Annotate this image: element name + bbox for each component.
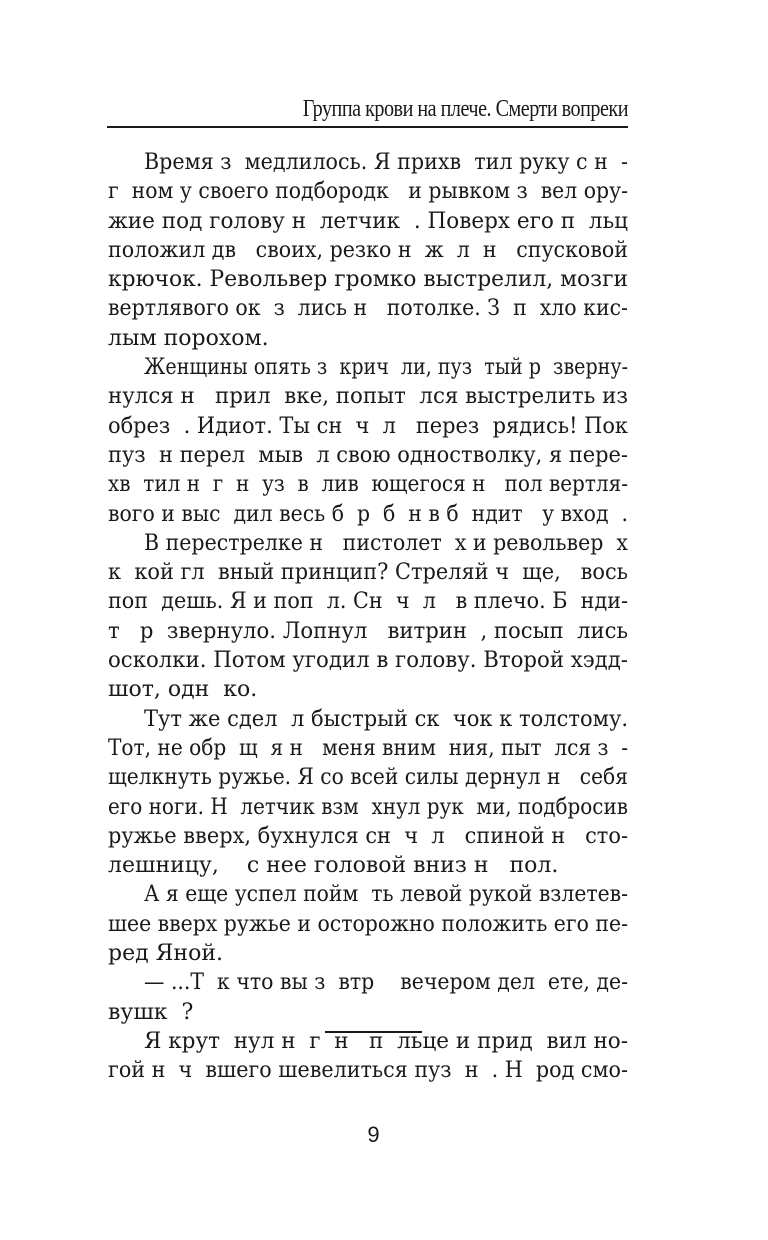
text-line: [108, 880, 628, 909]
text-line: [108, 353, 628, 382]
text-line: [108, 617, 628, 646]
text-line-content: жие под голову н летчик . Поверх его п льц: [108, 208, 629, 234]
text-line: [108, 529, 628, 558]
text-line-content: гой н ч вшего шевелиться пуз н . Н род смо-: [108, 1058, 628, 1084]
text-line: [108, 324, 628, 353]
text-line: [108, 558, 628, 587]
text-line: [108, 822, 628, 851]
text-line-content: ружье вверх, бухнулся сн ч л спиной н сто-: [108, 823, 629, 849]
text-line: [108, 382, 628, 411]
text-line: [108, 294, 628, 323]
text-line: [108, 265, 628, 294]
text-line-content: Тот, не обр щ я н меня вним ния, пыт лся з -: [108, 735, 628, 761]
running-head: Группа крови на плече. Смерти вопреки: [302, 96, 628, 122]
text-line: [108, 734, 628, 763]
text-line: [108, 968, 628, 997]
text-line-content: шее вверх ружье и осторожно положить его пе-: [108, 911, 628, 937]
text-line-content: вушк ?: [108, 999, 194, 1025]
footer-rule: [325, 1031, 422, 1033]
text-line: [108, 1056, 628, 1085]
text-line-content: ред Яной.: [108, 941, 223, 967]
text-line: [108, 587, 628, 616]
text-line: [108, 793, 628, 822]
text-line-content: Время з медлилось. Я прихв тил руку с н -: [144, 150, 629, 175]
text-line: [108, 998, 628, 1027]
text-line-content: к кой гл вный принцип? Стреляй ч ще, вось: [108, 560, 629, 586]
text-line: [108, 763, 628, 792]
text-line-content: обрез . Идиот. Ты сн ч л перез рядись! Пок: [108, 413, 628, 439]
text-line-content: Женщины опять з крич ли, пуз тый р зверну-: [144, 355, 629, 381]
text-line-content: хв тил н г н уз в лив ющегося н пол вертля-: [108, 472, 629, 498]
text-line-content: А я еще успел пойм ть левой рукой взлетев-: [144, 882, 629, 908]
text-line-content: осколки. Потом угодил в голову. Второй хэдд-: [108, 648, 628, 674]
text-line-content: поп дешь. Я и поп л. Сн ч л в плечо. Б нди-: [108, 589, 628, 615]
text-line-content: положил дв своих, резко н ж л н спусковой: [108, 237, 629, 263]
text-line: [108, 412, 628, 441]
text-line-content: щелкнуть ружье. Я со всей силы дернул н себя: [108, 765, 628, 791]
text-line: [108, 441, 628, 470]
text-line: [108, 177, 628, 206]
text-line: [108, 236, 628, 265]
text-line-content: его ноги. Н летчик взм хнул рук ми, подбросив: [108, 794, 628, 820]
text-line-content: крючок. Револьвер громко выстрелил, мозги: [108, 267, 629, 293]
text-line: [108, 646, 628, 675]
text-line-content: Я крут нул н г н п льце и прид вил но-: [144, 1028, 629, 1054]
text-line-content: — ...Т к что вы з втр вечером дел ете, де-: [144, 970, 629, 996]
text-line: [108, 470, 628, 499]
text-line-content: лым порохом.: [108, 325, 269, 351]
text-line-content: нулся н прил вке, попыт лся выстрелить из: [108, 384, 628, 410]
text-line-content: г ном у своего подбородк и рывком з вел ору-: [108, 179, 628, 205]
text-line: [108, 500, 628, 529]
text-line: [108, 910, 628, 939]
text-line: [108, 939, 628, 968]
text-line: [108, 148, 628, 177]
header-rule: [107, 126, 628, 128]
text-line-content: В перестрелке н пистолет х и револьвер х: [144, 530, 629, 556]
text-line: [108, 705, 628, 734]
text-line: [108, 207, 628, 236]
text-line: [108, 675, 628, 704]
text-line-content: вертлявого ок з лись н потолке. З п хло кис-: [108, 296, 628, 322]
text-line-content: пуз н перел мыв л свою одностволку, я пере-: [108, 442, 629, 468]
text-line-content: вого и выс дил весь б р б н в б ндит у вход .: [108, 501, 628, 527]
page-number: 9: [367, 1122, 380, 1147]
body-text: [108, 148, 628, 1086]
text-line-content: лешницу, с нее головой вниз н пол.: [108, 853, 559, 879]
text-line: [108, 851, 628, 880]
text-line-content: Тут же сдел л быстрый ск чок к толстому.: [144, 706, 628, 732]
text-line-content: т р звернуло. Лопнул витрин , посып лись: [108, 618, 629, 644]
text-line-content: шот, одн ко.: [108, 677, 258, 703]
